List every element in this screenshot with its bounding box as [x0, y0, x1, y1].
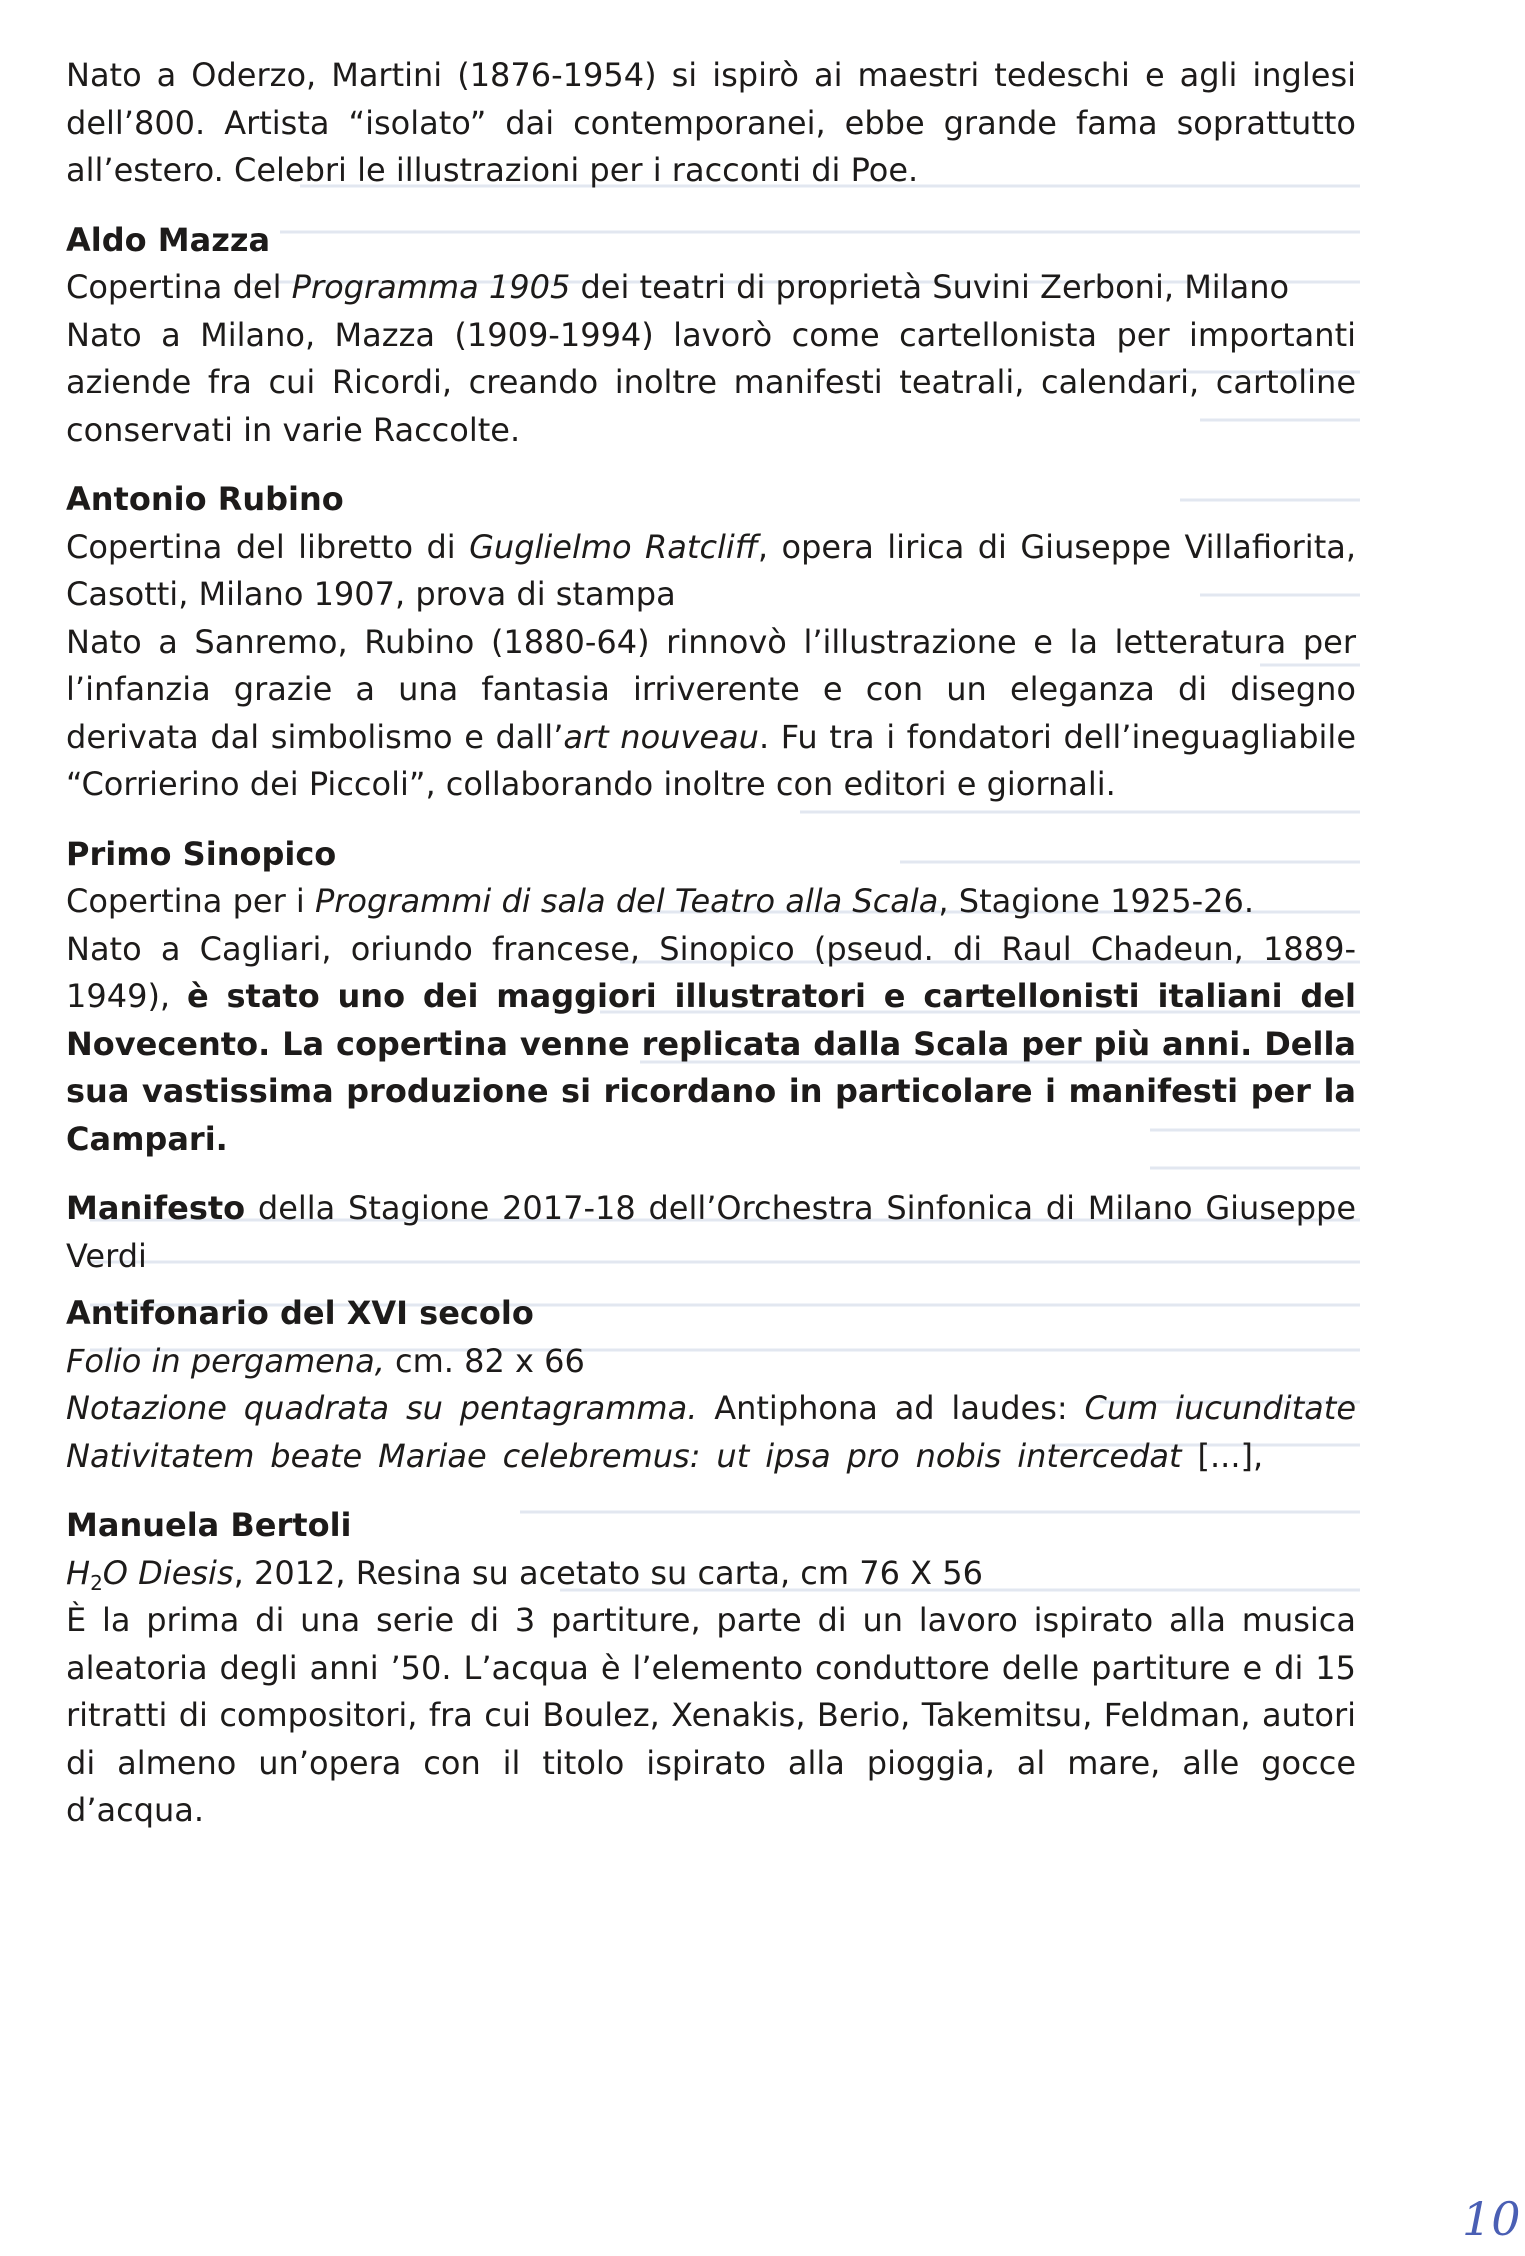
document-page — [66, 52, 1356, 1835]
antifonario-format: Folio in pergamena, cm. 82 x 66 — [66, 1341, 585, 1380]
bertoli-heading: Manuela Bertoli — [66, 1506, 352, 1544]
sinopico-bio: Nato a Cagliari, oriundo francese, Sinopico (pseud. di Raul Chadeun, 1889-1949), è stato uno dei maggiori illustratori e cartellonisti italiani del Novecento. La copertina venne replicata dalla Scala per più anni. Della sua vastissima produzione si ricordano in particolare i manifesti per la Campari. — [66, 929, 1357, 1158]
bertoli-bio: È la prima di una serie di 3 partiture, parte di un lavoro ispirato alla musica aleatoria degli anni ’50. L’acqua è l’elemento conduttore delle partiture e di 15 ritratti di compositori, fra cui Boulez, Xenakis, Berio, Takemitsu, Feldman, autori di almeno un’opera con il titolo ispirato alla pioggia, al mare, alle gocce d’acqua. — [66, 1601, 1356, 1829]
rubino-heading: Antonio Rubino — [66, 480, 344, 518]
rubino-caption: Copertina del libretto di Guglielmo Ratcliff, opera lirica di Giuseppe Villafiorita, Casotti, Milano 1907, prova di stampa — [66, 527, 1357, 613]
antifonario-heading: Antifonario del XVI secolo — [66, 1294, 534, 1332]
manifesto-entry — [66, 1185, 1356, 1280]
antifonario-entry — [66, 1290, 1356, 1480]
martini-entry — [66, 52, 1356, 195]
rubino-entry — [66, 476, 1356, 809]
page-number: 10 — [1462, 2192, 1521, 2246]
rubino-bio: Nato a Sanremo, Rubino (1880-64) rinnovò l’illustrazione e la letteratura per l’infanzia grazie a una fantasia irriverente e con un eleganza di disegno derivata dal simbolismo e dall’art nouveau. Fu tra i fondatori dell’ineguagliabile “Corrierino dei Piccoli”, collaborando inoltre con editori e giornali. — [66, 622, 1357, 803]
sinopico-entry — [66, 831, 1356, 1164]
mazza-caption: Copertina del Programma 1905 dei teatri di proprietà Suvini Zerboni, Milano — [66, 268, 1290, 306]
antifonario-notation: Notazione quadrata su pentagramma. Antiphona ad laudes: Cum iucunditate Nativitatem beate Mariae celebremus: ut ipsa pro nobis intercedat [...], — [66, 1389, 1357, 1475]
manifesto-text: Manifesto della Stagione 2017-18 dell’Orchestra Sinfonica di Milano Giuseppe Verdi — [66, 1189, 1356, 1275]
sinopico-caption: Copertina per i Programmi di sala del Teatro alla Scala, Stagione 1925-26. — [66, 882, 1255, 920]
bertoli-work: $H_2O$ Diesis, 2012, Resina su acetato su carta, cm 76 X 56 — [66, 1553, 983, 1595]
mazza-heading: Aldo Mazza — [66, 220, 271, 259]
bertoli-entry — [66, 1502, 1356, 1835]
martini-bio: Nato a Oderzo, Martini (1876-1954) si ispirò ai maestri tedeschi e agli inglesi dell’800. Artista “isolato” dai contemporanei, ebbe grande fama soprattutto all’estero. Celebri le illustrazioni per i racconti di Poe. — [66, 56, 1356, 189]
mazza-bio: Nato a Milano, Mazza (1909-1994) lavorò come cartellonista per importanti aziende fra cui Ricordi, creando inoltre manifesti teatrali, calendari, cartoline conservati in varie Raccolte. — [66, 315, 1356, 449]
mazza-entry — [66, 217, 1356, 455]
sinopico-heading: Primo Sinopico — [66, 834, 337, 873]
